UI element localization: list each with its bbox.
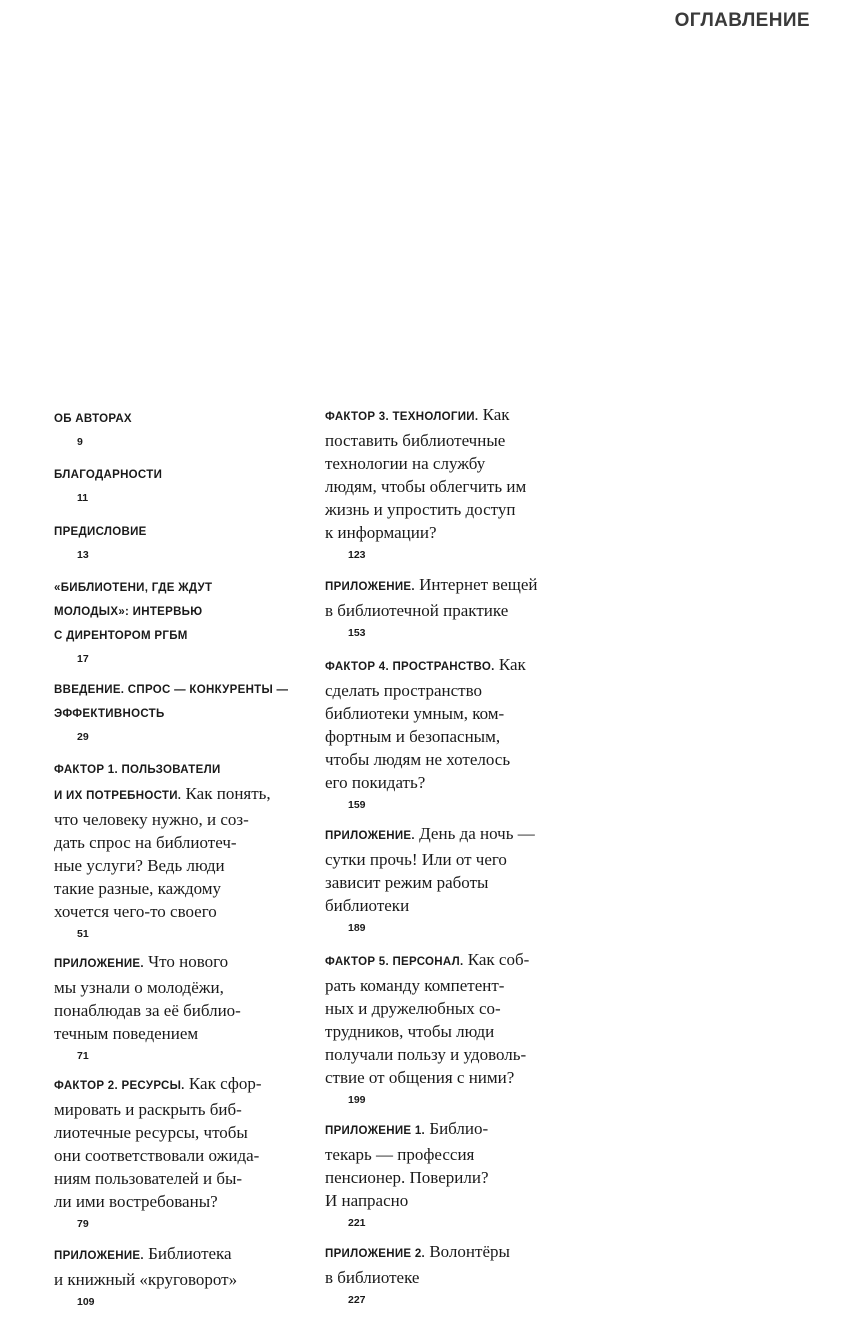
toc-entry[interactable]: [54, 759, 312, 941]
page-number: 199: [348, 1094, 366, 1106]
entry-title: МОЛОДЫХ»: ИНТЕРВЬЮ: [54, 606, 203, 618]
page-number: 71: [77, 1050, 89, 1062]
entry-description: к информации?: [325, 523, 437, 542]
entry-title: ЭФФЕКТИВНОСТЬ: [54, 708, 165, 720]
entry-title: ПРЕДИСЛОВИЕ: [54, 526, 147, 538]
entry-title: ПРИЛОЖЕНИЕ.: [325, 581, 415, 593]
entry-title: «БИБЛИОТЕНИ, ГДЕ ЖДУТ: [54, 582, 213, 594]
entry-title: ПРИЛОЖЕНИЕ.: [54, 1250, 144, 1262]
toc-entry[interactable]: [325, 1117, 597, 1230]
entry-description: получали пользу и удоволь-: [325, 1045, 527, 1064]
page-number: 109: [77, 1296, 95, 1308]
entry-description: сделать пространство: [325, 681, 482, 700]
page-number: 11: [77, 492, 89, 504]
entry-title: С ДИРЕНТОРОМ РГБМ: [54, 630, 188, 642]
page-number: 153: [348, 627, 366, 639]
toc-entry[interactable]: [325, 403, 597, 562]
entry-description: библиотеки: [325, 896, 410, 915]
entry-description: мы узнали о молодёжи,: [54, 978, 224, 997]
entry-description: пенсионер. Поверили?: [325, 1168, 489, 1187]
entry-title: ПРИЛОЖЕНИЕ.: [325, 830, 415, 842]
entry-title: ОБ АВТОРАХ: [54, 413, 132, 425]
page-number: 159: [348, 799, 366, 811]
page-number: 9: [77, 436, 83, 448]
entry-description: Что нового: [148, 952, 229, 971]
entry-title: ВВЕДЕНИЕ. СПРОС — КОНКУРЕНТЫ —: [54, 684, 289, 696]
entry-description: понаблюдав за её библио-: [54, 1001, 241, 1020]
entry-description: такие разные, каждому: [54, 879, 222, 898]
entry-description: текарь — профессия: [325, 1145, 475, 1164]
toc-entry[interactable]: [54, 678, 312, 744]
entry-description: ные услуги? Ведь люди: [54, 856, 225, 875]
entry-description: Как сфор-: [188, 1074, 262, 1093]
entry-description: Библио-: [429, 1119, 489, 1138]
entry-description: трудников, чтобы люди: [325, 1022, 495, 1041]
entry-description: Как: [498, 655, 526, 674]
entry-description: мировать и раскрыть биб-: [54, 1100, 242, 1119]
toc-entry[interactable]: [54, 407, 312, 449]
page-number: 79: [77, 1218, 89, 1230]
toc-entry[interactable]: [54, 463, 312, 505]
entry-description: фортным и безопасным,: [325, 727, 501, 746]
entry-description: дать спрос на библиотеч-: [54, 833, 237, 852]
entry-description: ных и дружелюбных со-: [325, 999, 501, 1018]
entry-description: Библиотека: [148, 1244, 232, 1263]
entry-description: ствие от общения с ними?: [325, 1068, 515, 1087]
entry-description: ли ими востребованы?: [54, 1192, 218, 1211]
entry-description: в библиотеке: [325, 1268, 420, 1287]
toc-entry[interactable]: [54, 576, 312, 666]
page-number: 29: [77, 731, 89, 743]
page-number: 189: [348, 922, 366, 934]
entry-description: Как соб-: [467, 950, 530, 969]
entry-title: И ИХ ПОТРЕБНОСТИ.: [54, 790, 182, 802]
page-number: 221: [348, 1217, 366, 1229]
entry-description: они соответствовали ожида-: [54, 1146, 260, 1165]
toc-entry[interactable]: [54, 1242, 312, 1309]
toc-entry[interactable]: [54, 520, 312, 562]
entry-title: ПРИЛОЖЕНИЕ 1.: [325, 1125, 426, 1137]
entry-description: Как понять,: [185, 784, 271, 803]
entry-description: День да ночь —: [419, 824, 535, 843]
entry-description: чтобы людям не хотелось: [325, 750, 511, 769]
entry-description: жизнь и упростить доступ: [325, 500, 516, 519]
toc-entry[interactable]: [325, 573, 597, 640]
entry-description: людям, чтобы облегчить им: [325, 477, 527, 496]
entry-title: ФАКТОР 2. РЕСУРСЫ.: [54, 1080, 185, 1092]
toc-entry[interactable]: [54, 1072, 312, 1231]
entry-description: Волонтёры: [429, 1242, 510, 1261]
entry-description: зависит режим работы: [325, 873, 489, 892]
entry-title: ФАКТОР 1. ПОЛЬЗОВАТЕЛИ: [54, 764, 221, 776]
page-number: 123: [348, 549, 366, 561]
toc-entry[interactable]: [325, 948, 597, 1107]
page-number: 227: [348, 1294, 366, 1306]
entry-title: БЛАГОДАРНОСТИ: [54, 469, 163, 481]
entry-title: ПРИЛОЖЕНИЕ.: [54, 958, 144, 970]
entry-description: поставить библиотечные: [325, 431, 506, 450]
entry-title: ФАКТОР 4. ПРОСТРАНСТВО.: [325, 661, 495, 673]
page-number: 51: [77, 928, 89, 940]
entry-description: сутки прочь! Или от чего: [325, 850, 507, 869]
entry-description: течным поведением: [54, 1024, 199, 1043]
entry-description: хочется чего-то своего: [54, 902, 217, 921]
entry-description: библиотеки умным, ком-: [325, 704, 505, 723]
page-number: 17: [77, 653, 89, 665]
entry-description: Как: [482, 405, 510, 424]
toc-entry[interactable]: [325, 1240, 597, 1307]
page-number: 13: [77, 549, 89, 561]
toc-entry[interactable]: [54, 950, 312, 1063]
toc-entry[interactable]: [325, 822, 597, 935]
entry-title: ФАКТОР 3. ТЕХНОЛОГИИ.: [325, 411, 479, 423]
entry-title: ПРИЛОЖЕНИЕ 2.: [325, 1248, 426, 1260]
entry-title: ФАКТОР 5. ПЕРСОНАЛ.: [325, 956, 464, 968]
entry-description: в библиотечной практике: [325, 601, 509, 620]
toc-entry[interactable]: [325, 653, 597, 812]
entry-description: и книжный «круговорот»: [54, 1270, 238, 1289]
entry-description: технологии на службу: [325, 454, 486, 473]
entry-description: Интернет вещей: [419, 575, 538, 594]
entry-description: рать команду компетент-: [325, 976, 505, 995]
entry-description: что человеку нужно, и соз-: [54, 810, 249, 829]
entry-description: И напрасно: [325, 1191, 409, 1210]
entry-description: ниям пользователей и бы-: [54, 1169, 243, 1188]
page-title: ОГЛАВЛЕНИЕ: [674, 10, 810, 31]
entry-description: лиотечные ресурсы, чтобы: [54, 1123, 248, 1142]
entry-description: его покидать?: [325, 773, 426, 792]
